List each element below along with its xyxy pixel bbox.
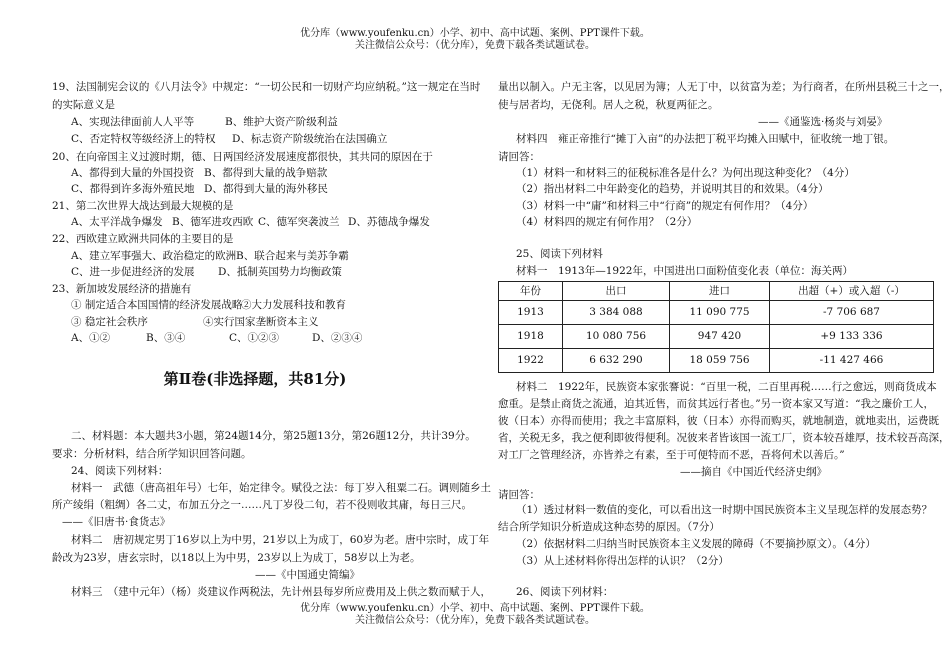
q23-item-1: ① 制定适合本国国情的经济发展战略 <box>71 299 243 311</box>
q23-item-4: ④实行国家垄断资本主义 <box>203 316 319 328</box>
q25-material-2-line-2: 愈重。是禁止商货之流通，迫其近售，而贫其远行者也。”另一资本家又写道：“我之廉价工人， <box>498 398 934 410</box>
q25-question-1-line-1: （1）透过材料一数值的变化，可以看出这一时期中国民族资本主义呈现怎样的发展态势？ <box>516 504 933 516</box>
table-cell: 18 059 756 <box>670 349 770 373</box>
table-cell: 1918 <box>499 325 563 349</box>
q24-ask: 请回答： <box>498 151 540 163</box>
q24-material-1-source: ——《旧唐书·食货志》 <box>62 516 171 528</box>
q19-option-d: D、标志资产阶级统治在法国确立 <box>232 133 388 145</box>
section-instructions-1: 二、材料题：本大题共3小题，第24题14分，第25题13分，第26题12分，共计39分。 <box>71 430 476 442</box>
q25-ask: 请回答： <box>498 489 540 501</box>
table-header-year: 年份 <box>499 282 563 301</box>
q25-material-2-line-3: 彼（日本）亦得而使用；我之丰富原料，彼（日本）亦得而购买，就地制造，就地卖出，运费既 <box>498 415 939 427</box>
q23-item-2: ②大力发展科技和教育 <box>241 299 346 311</box>
table-cell: -11 427 466 <box>770 349 934 373</box>
section-instructions-2: 要求：分析材料，结合所学知识回答问题。 <box>52 448 252 460</box>
table-cell: 10 080 756 <box>563 325 670 349</box>
q19-option-c: C、否定特权等级经济上的特权 <box>71 133 216 145</box>
table-header-balance: 出超（+）或入超（-） <box>770 282 934 301</box>
q25-material-1: 材料一 1913年—1922年，中国进出口面粉值变化表（单位：海关两） <box>516 265 853 277</box>
page-footer <box>0 603 950 627</box>
q23-stem: 23、新加坡发展经济的措施有 <box>52 283 192 295</box>
q24-read: 24、阅读下列材料： <box>71 465 169 477</box>
q24-question-4: （4）材料四的规定有何作用？（2分） <box>516 216 698 228</box>
table-cell: -7 706 687 <box>770 301 934 325</box>
q23-option-d: D、②③④ <box>312 332 363 344</box>
q25-material-2-line-1: 材料二 1922年，民族资本家张謇说：“百里一税，二百里再税……行之愈远，则商货成本 <box>516 381 937 393</box>
q23-option-a: A、①② <box>71 332 111 344</box>
footer-line-1: 优分库（www.youfenku.cn）小学、初中、高中试题、案例、PPT课件下载。 <box>300 603 650 614</box>
q24-question-3: （3）材料一中“庸”和材料三中“行商”的规定有何作用？（4分） <box>516 200 814 212</box>
q21-option-a: A、太平洋战争爆发 <box>71 216 163 228</box>
table-cell: 11 090 775 <box>670 301 770 325</box>
header-line-1: 优分库（www.youfenku.cn）小学、初中、高中试题、案例、PPT课件下载。 <box>300 28 650 39</box>
q22-option-b: B、联合起来与美苏争霸 <box>236 250 349 262</box>
q25-question-3: （3）从上述材料你得出怎样的认识？（2分） <box>516 555 729 567</box>
q20-option-a: A、都得到大量的外国投资 <box>71 167 195 179</box>
q24-material-3-line-1: 材料三 （建中元年）（杨）炎建议作两税法，先计州县每岁所应费用及上供之数而赋于人， <box>71 586 491 598</box>
q24-material-1-line-2: 所产绫绢（粗绸）各二丈，布加五分之一……凡丁岁役二旬，若不役则收其庸，每日三尺。 <box>52 499 472 511</box>
q21-option-c: C、德军突袭波兰 <box>258 216 340 228</box>
q19-option-a: A、实现法律面前人人平等 <box>71 116 195 128</box>
table-header-row <box>499 282 934 301</box>
q24-material-2-line-2: 龄改为23岁，唐玄宗时，以18以上为中男，23岁以上为成丁，58岁以上为老。 <box>52 552 421 564</box>
q25-material-2-line-5: 对工厂之管理经济，亦皆养之有素，至于可便特而不恶，吾将何术以善后。” <box>498 449 845 461</box>
q25-question-2: （2）依据材料二归纳当时民族资本主义发展的障碍（不要摘抄原文）。（4分） <box>516 538 876 550</box>
table-cell: +9 133 336 <box>770 325 934 349</box>
header-line-2: 关注微信公众号：（优分库），免费下载各类试题试卷。 <box>355 40 595 51</box>
q20-option-b: B、都得到大量的战争赔款 <box>204 167 328 179</box>
q20-stem: 20、在向帝国主义过渡时期，德、日两国经济发展速度都很快，其共同的原因在于 <box>52 151 433 163</box>
q25-material-2-source: ——摘自《中国近代经济史纲》 <box>680 466 827 478</box>
q24-question-2: （2）指出材料二中年龄变化的趋势，并说明其目的和效果。（4分） <box>516 183 829 195</box>
q24-material-3-line-3: 使与居者均，无侥利。居人之税，秋夏两征之。 <box>498 99 719 111</box>
table-cell: 3 384 088 <box>563 301 670 325</box>
q21-stem: 21、第二次世界大战达到最大规模的是 <box>52 200 234 212</box>
q21-option-b: B、德军进攻西欧 <box>172 216 254 228</box>
q25-read: 25、阅读下列材料 <box>516 248 603 260</box>
table-header-export: 出口 <box>563 282 670 301</box>
q24-material-1-line-1: 材料一 武德（唐高祖年号）七年，始定律令。赋役之法：每丁岁入租粟二石。调则随乡土 <box>71 482 491 494</box>
table-row <box>499 325 934 349</box>
q25-question-1-line-2: 结合所学知识分析造成这种态势的原因。（7分） <box>498 521 720 533</box>
page-header <box>0 28 950 52</box>
q24-material-4: 材料四 雍正帝推行“摊丁入亩”的办法把丁税平均摊入田赋中，征收统一地丁银。 <box>516 133 895 145</box>
q24-question-1: （1）材料一和材料三的征税标准各是什么？为何出现这种变化？（4分） <box>516 167 855 179</box>
q21-option-d: D、苏德战争爆发 <box>348 216 430 228</box>
q22-option-d: D、抵制英国势力均衡政策 <box>218 266 342 278</box>
q23-option-c: C、①②③ <box>229 332 280 344</box>
table-row <box>499 349 934 373</box>
table-cell: 6 632 290 <box>563 349 670 373</box>
q24-material-3-source: ——《通鉴选·杨炎与刘晏》 <box>758 116 888 128</box>
q24-material-3-line-2: 量出以制入。户无主客，以见居为簿；人无丁中，以贫富为差；为行商者，在所州县税三十之一， <box>498 81 950 93</box>
flour-trade-table <box>498 281 934 373</box>
q19-option-b: B、维护大资产阶级利益 <box>225 116 338 128</box>
q23-option-b: B、③④ <box>146 332 186 344</box>
q22-option-c: C、进一步促进经济的发展 <box>71 266 195 278</box>
q22-stem: 22、西欧建立欧洲共同体的主要目的是 <box>52 233 234 245</box>
q20-option-d: D、都得到大量的海外移民 <box>204 183 328 195</box>
q24-material-2-source: ——《中国通史简编》 <box>255 569 360 581</box>
q25-material-2-line-4: 省，关税无多，我之便利即彼得便利。况彼来者皆该国一流工厂，资本较吾雄厚，技术较吾高深， <box>498 432 950 444</box>
section-title: 第Ⅱ卷(非选择题，共81分) <box>163 370 347 388</box>
q20-option-c: C、都得到许多海外殖民地 <box>71 183 195 195</box>
table-header-import: 进口 <box>670 282 770 301</box>
q26-read: 26、阅读下列材料： <box>516 586 614 598</box>
table-cell: 947 420 <box>670 325 770 349</box>
footer-line-2: 关注微信公众号：（优分库），免费下载各类试题试卷。 <box>355 615 595 626</box>
q22-option-a: A、建立军事强大、政治稳定的欧洲 <box>71 250 237 262</box>
q19-stem-line-2: 的实际意义是 <box>52 99 115 111</box>
table-cell: 1922 <box>499 349 563 373</box>
table-row <box>499 301 934 325</box>
q24-material-2-line-1: 材料二 唐初规定男丁16岁以上为中男，21岁以上为成丁，60岁为老。唐中宗时，成丁年 <box>71 534 490 546</box>
table-cell: 1913 <box>499 301 563 325</box>
q23-item-3: ③ 稳定社会秩序 <box>71 316 148 328</box>
q19-stem-line-1: 19、法国制宪会议的《八月法令》中规定：“一切公民和一切财产均应纳税。”这一规定在当时 <box>52 81 481 93</box>
